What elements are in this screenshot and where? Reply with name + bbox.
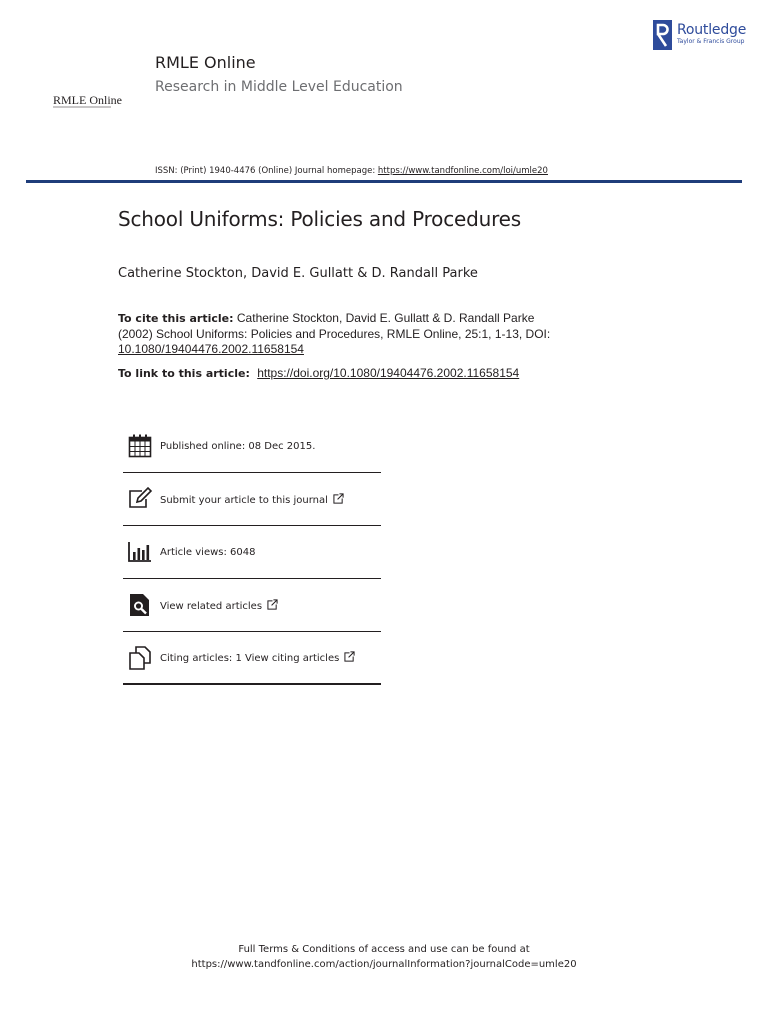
external-link-icon [344,651,355,662]
article-link-lead: To link to this article: [118,367,250,380]
citation-block [118,311,558,358]
article-info-list [123,420,381,685]
edit-icon [127,486,153,512]
journal-title: RMLE Online [155,53,256,72]
routledge-r-icon [653,20,672,50]
issn-line [155,166,548,176]
citing-articles-text: Citing articles: 1 View citing articles [160,653,340,664]
issn-text: ISSN: (Print) 1940-4476 (Online) Journal homepage: [155,166,378,176]
header-divider [26,180,742,183]
search-document-icon [127,592,153,618]
article-title: School Uniforms: Policies and Procedures [118,207,521,231]
citing-articles-label[interactable] [160,651,355,664]
related-articles-label[interactable] [160,599,278,612]
citation-lead: To cite this article: [118,312,234,325]
external-link-icon [333,493,344,504]
related-articles-text: View related articles [160,600,263,612]
terms-footer [0,942,768,972]
journal-homepage-link[interactable]: https://www.tandfonline.com/loi/umle20 [377,166,548,176]
article-link-block [118,366,519,380]
journal-subtitle: Research in Middle Level Education [155,79,403,95]
related-articles-row[interactable] [123,579,381,632]
publisher-logo[interactable] [653,20,753,52]
article-views-label: Article views: 6048 [160,546,256,558]
article-doi-url[interactable]: https://doi.org/10.1080/19404476.2002.11658154 [257,366,520,380]
submit-article-label[interactable] [160,493,344,506]
publisher-name: Routledge [677,22,747,38]
citing-articles-row[interactable] [123,632,381,685]
article-views-row [123,526,381,579]
citation-text: Catherine Stockton, David E. Gullatt & D. Randall Parke (2002) School Uniforms: Policies and Procedures, RMLE Online, 25:1, 1-13, DOI: [118,311,551,341]
citing-articles-icon [127,645,153,671]
submit-article-row[interactable] [123,473,381,526]
external-link-icon [267,599,278,610]
journal-logo-text: RMLE Online [53,93,122,107]
journal-logo [53,89,122,111]
article-authors: Catherine Stockton, David E. Gullatt & D. Randall Parke [118,266,478,281]
published-online-row [123,420,381,473]
terms-footer-url[interactable]: https://www.tandfonline.com/action/journalInformation?journalCode=umle20 [191,959,577,970]
publisher-group: Taylor & Francis Group [677,38,745,45]
citation-doi-link[interactable]: 10.1080/19404476.2002.11658154 [118,342,304,356]
submit-article-text: Submit your article to this journal [160,494,328,506]
terms-footer-line1: Full Terms & Conditions of access and use can be found at [238,944,530,955]
calendar-icon [127,433,153,459]
published-online-label: Published online: 08 Dec 2015. [160,440,316,452]
bar-chart-icon [127,539,153,565]
